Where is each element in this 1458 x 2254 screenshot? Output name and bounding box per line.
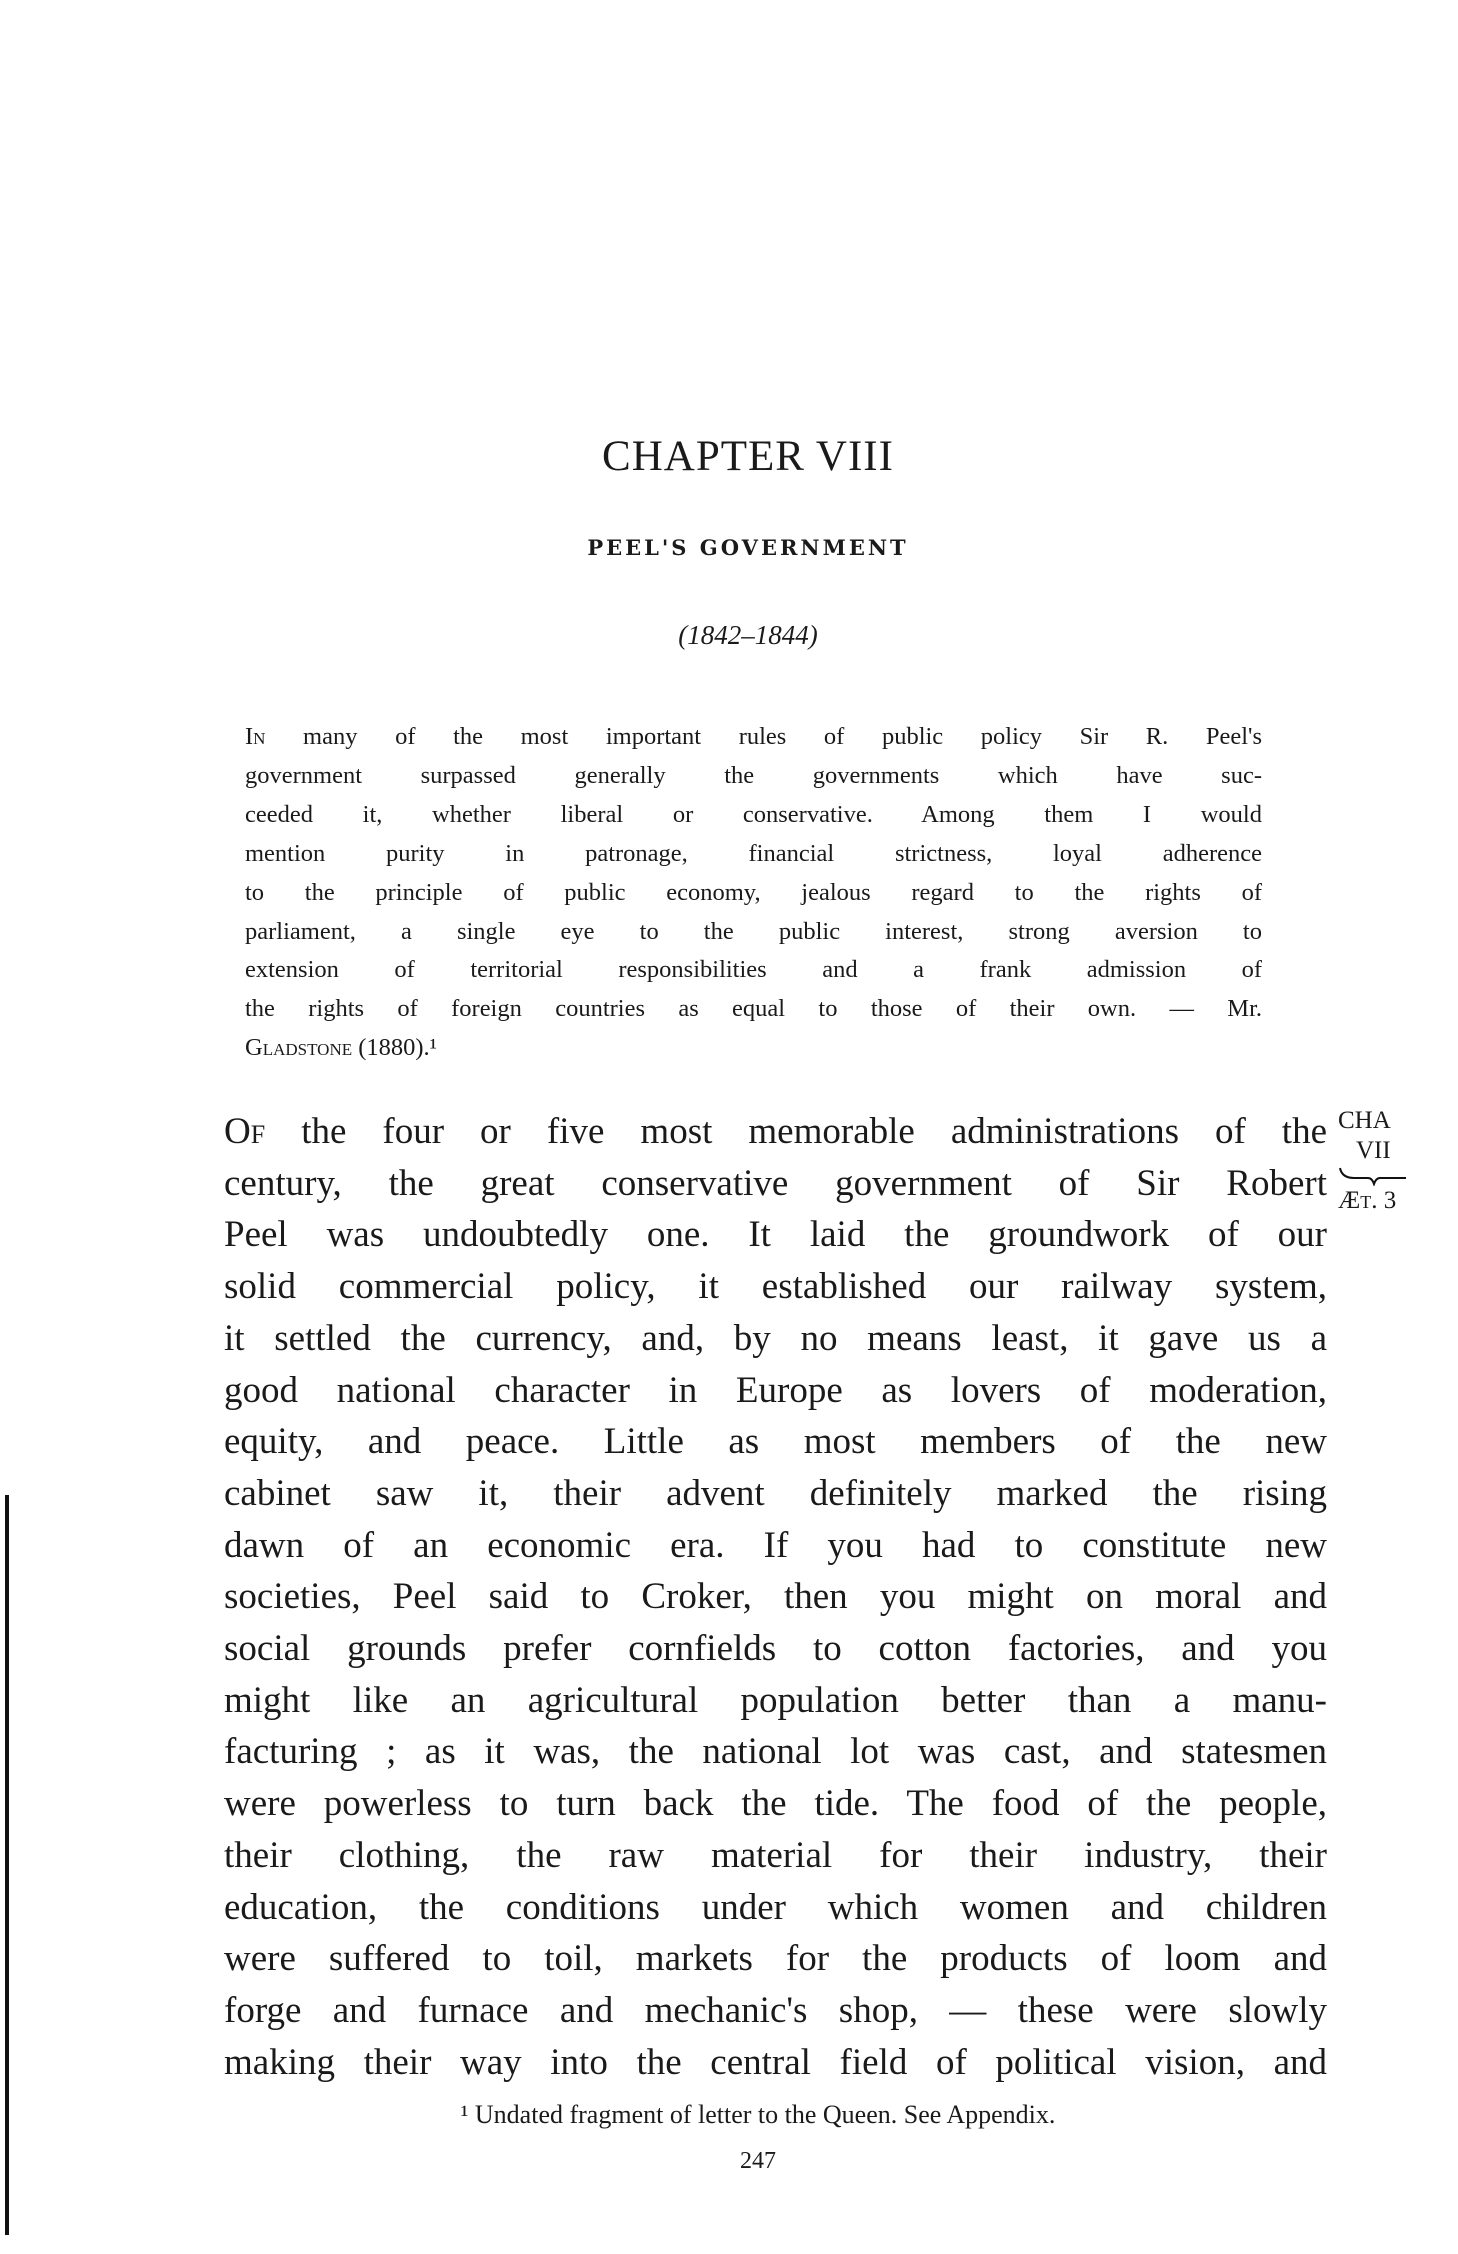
line-text: many of the most important rules of public policy Sir R. Peel's [303,723,1262,750]
text-line [224,1209,1327,1261]
text-line [245,990,1262,1029]
text-line [245,1029,1262,1068]
text-line [245,718,1262,757]
lead-word: In [245,723,266,750]
line-text: their clothing, the raw material for their industry, their [224,1834,1327,1876]
line-text: extension of territorial responsibilities and a frank admission of [245,956,1262,984]
line-text: mention purity in patronage, financial strictness, loyal adherence [245,839,1262,867]
text-line [224,1416,1327,1468]
text-line [224,1468,1327,1520]
text-line [245,913,1262,952]
page-number: 247 [740,2148,776,2174]
text-line [224,1313,1327,1365]
line-text: dawn of an economic era. If you had to constitute new [224,1524,1327,1566]
lead-word: Of [224,1111,266,1152]
margin-note [1338,1106,1408,1216]
line-text: parliament, a single eye to the public interest, strong aversion to [245,917,1262,945]
line-text: the rights of foreign countries as equal to those of their own. — Mr. [245,995,1262,1023]
text-line [224,1933,1327,1985]
text-line [224,2037,1327,2089]
text-line [245,757,1262,796]
line-text: facturing ; as it was, the national lot was cast, and statesmen [224,1731,1327,1773]
line-text: education, the conditions under which women and children [224,1886,1327,1928]
line-text: Gladstone (1880).¹ [245,1034,438,1062]
margin-chapter-number: VII [1356,1137,1391,1164]
line-text: the four or five most memorable administrations of the [301,1111,1327,1152]
chapter-title: CHAPTER VIII [602,433,894,480]
text-line [245,951,1262,990]
line-text: century, the great conservative government of Sir Robert [224,1162,1327,1204]
text-line [224,1520,1327,1572]
margin-chapter: CHA [1338,1107,1391,1134]
text-line [224,1106,1327,1158]
text-line [224,1882,1327,1934]
line-text: government surpassed generally the governments which have suc- [245,761,1262,789]
footnote: ¹ Undated fragment of letter to the Queen. See Appendix. [460,2100,1056,2129]
line-text: it settled the currency, and, by no means least, it gave us a [224,1317,1327,1359]
text-line [224,1623,1327,1675]
line-text: cabinet saw it, their advent definitely marked the rising [224,1472,1327,1514]
text-line [224,1985,1327,2037]
body-text [224,1106,1327,2088]
line-text: good national character in Europe as lovers of moderation, [224,1369,1327,1411]
text-line [224,1778,1327,1830]
text-line [245,796,1262,835]
chapter-dates: (1842–1844) [678,620,818,650]
line-text: social grounds prefer cornfields to cotton factories, and you [224,1628,1327,1670]
line-text: making their way into the central field of political vision, and [224,2041,1327,2083]
text-line [224,1726,1327,1778]
margin-age: Æt. 3 [1338,1187,1397,1214]
brace-icon [1338,1166,1408,1186]
line-text: ceeded it, whether liberal or conservative. Among them I would [245,800,1262,828]
line-text: were suffered to toil, markets for the products of loom and [224,1938,1327,1980]
chapter-subtitle: PEEL'S GOVERNMENT [587,535,909,560]
line-text: equity, and peace. Little as most members of the new [224,1421,1327,1463]
text-line [224,1158,1327,1210]
text-line [245,874,1262,913]
line-text: solid commercial policy, it established our railway system, [224,1266,1327,1308]
epigraph [245,718,1262,1068]
text-line [224,1675,1327,1727]
line-text: societies, Peel said to Croker, then you might on moral and [224,1576,1327,1618]
line-text: to the principle of public economy, jealous regard to the rights of [245,878,1262,906]
text-line [224,1830,1327,1882]
text-line [224,1365,1327,1417]
line-text: Peel was undoubtedly one. It laid the groundwork of our [224,1214,1327,1256]
text-line [224,1261,1327,1313]
line-text: forge and furnace and mechanic's shop, — these were slowly [224,1989,1327,2031]
line-text: might like an agricultural population better than a manu- [224,1679,1327,1721]
text-line [245,835,1262,874]
text-line [224,1571,1327,1623]
line-text: were powerless to turn back the tide. The food of the people, [224,1783,1327,1825]
